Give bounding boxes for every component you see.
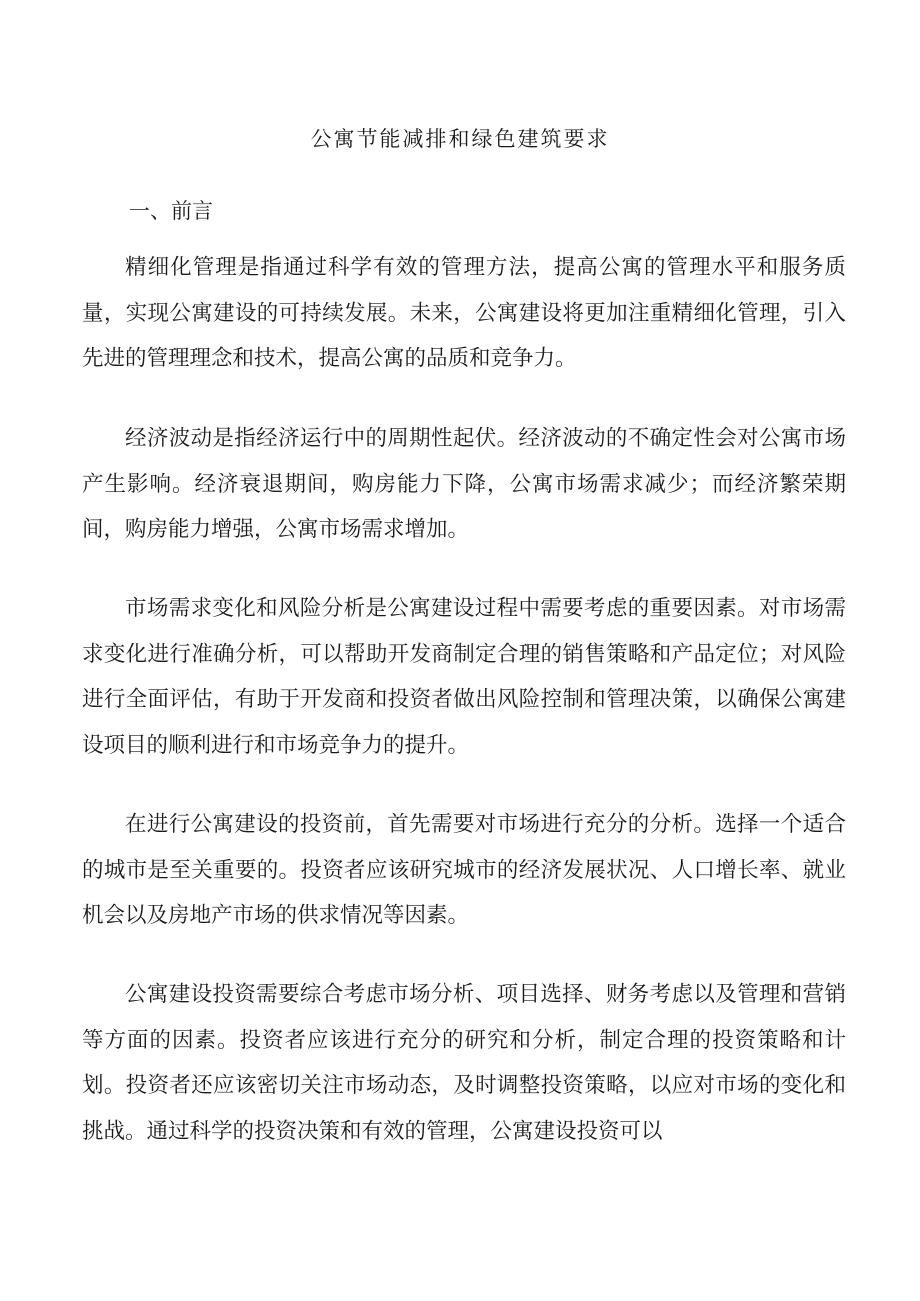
paragraph-3: 市场需求变化和风险分析是公寓建设过程中需要考虑的重要因素。对市场需求变化进行准确分析，可以帮助开发商制定合理的销售策略和产品定位；对风险进行全面评估，有助于开发商和投资者做出风险控制和管理决策，以确保公寓建设项目的顺利进行和市场竞争力的提升。 xyxy=(82,596,846,758)
section-heading: 一、前言 xyxy=(129,199,213,223)
paragraph-1: 精细化管理是指通过科学有效的管理方法，提高公寓的管理水平和服务质量，实现公寓建设的可持续发展。未来，公寓建设将更加注重精细化管理，引入先进的管理理念和技术，提高公寓的品质和竞争力。 xyxy=(82,255,846,371)
paragraph-4: 在进行公寓建设的投资前，首先需要对市场进行充分的分析。选择一个适合的城市是至关重要的。投资者应该研究城市的经济发展状况、人口增长率、就业机会以及房地产市场的供求情况等因素。 xyxy=(82,812,846,928)
paragraph-5: 公寓建设投资需要综合考虑市场分析、项目选择、财务考虑以及管理和营销等方面的因素。投资者应该进行充分的研究和分析，制定合理的投资策略和计划。投资者还应该密切关注市场动态，及时调整投资策略，以应对市场的变化和挑战。通过科学的投资决策和有效的管理，公寓建设投资可以 xyxy=(82,982,846,1144)
paragraph-2: 经济波动是指经济运行中的周期性起伏。经济波动的不确定性会对公寓市场产生影响。经济衰退期间，购房能力下降，公寓市场需求减少；而经济繁荣期间，购房能力增强，公寓市场需求增加。 xyxy=(82,426,846,542)
document-title: 公寓节能减排和绿色建筑要求 xyxy=(310,127,610,151)
